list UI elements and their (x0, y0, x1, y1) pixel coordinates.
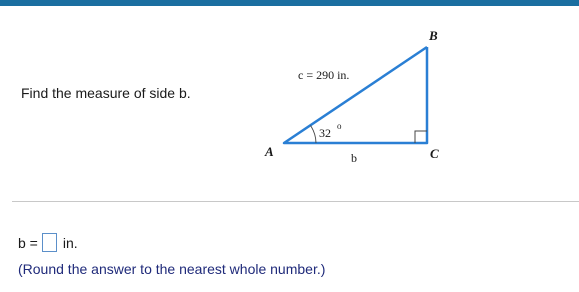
answer-row (18, 233, 78, 252)
triangle-outline (284, 47, 427, 143)
hypotenuse-label: c = 290 in. (298, 68, 350, 82)
question-text: Find the measure of side b. (21, 85, 191, 101)
answer-prefix: b = (18, 234, 38, 251)
vertex-a-label: A (265, 144, 274, 159)
degree-symbol: o (337, 121, 342, 131)
right-angle-marker (415, 131, 427, 143)
angle-value: 32 (319, 126, 331, 140)
rounding-instruction: (Round the answer to the nearest whole number.) (18, 261, 326, 277)
answer-input[interactable] (42, 233, 57, 252)
vertex-c-label: C (430, 146, 439, 161)
angle-arc (311, 126, 317, 144)
answer-unit: in. (62, 234, 78, 251)
divider (12, 201, 579, 202)
side-b-label: b (351, 151, 357, 165)
vertex-b-label: B (429, 28, 438, 43)
